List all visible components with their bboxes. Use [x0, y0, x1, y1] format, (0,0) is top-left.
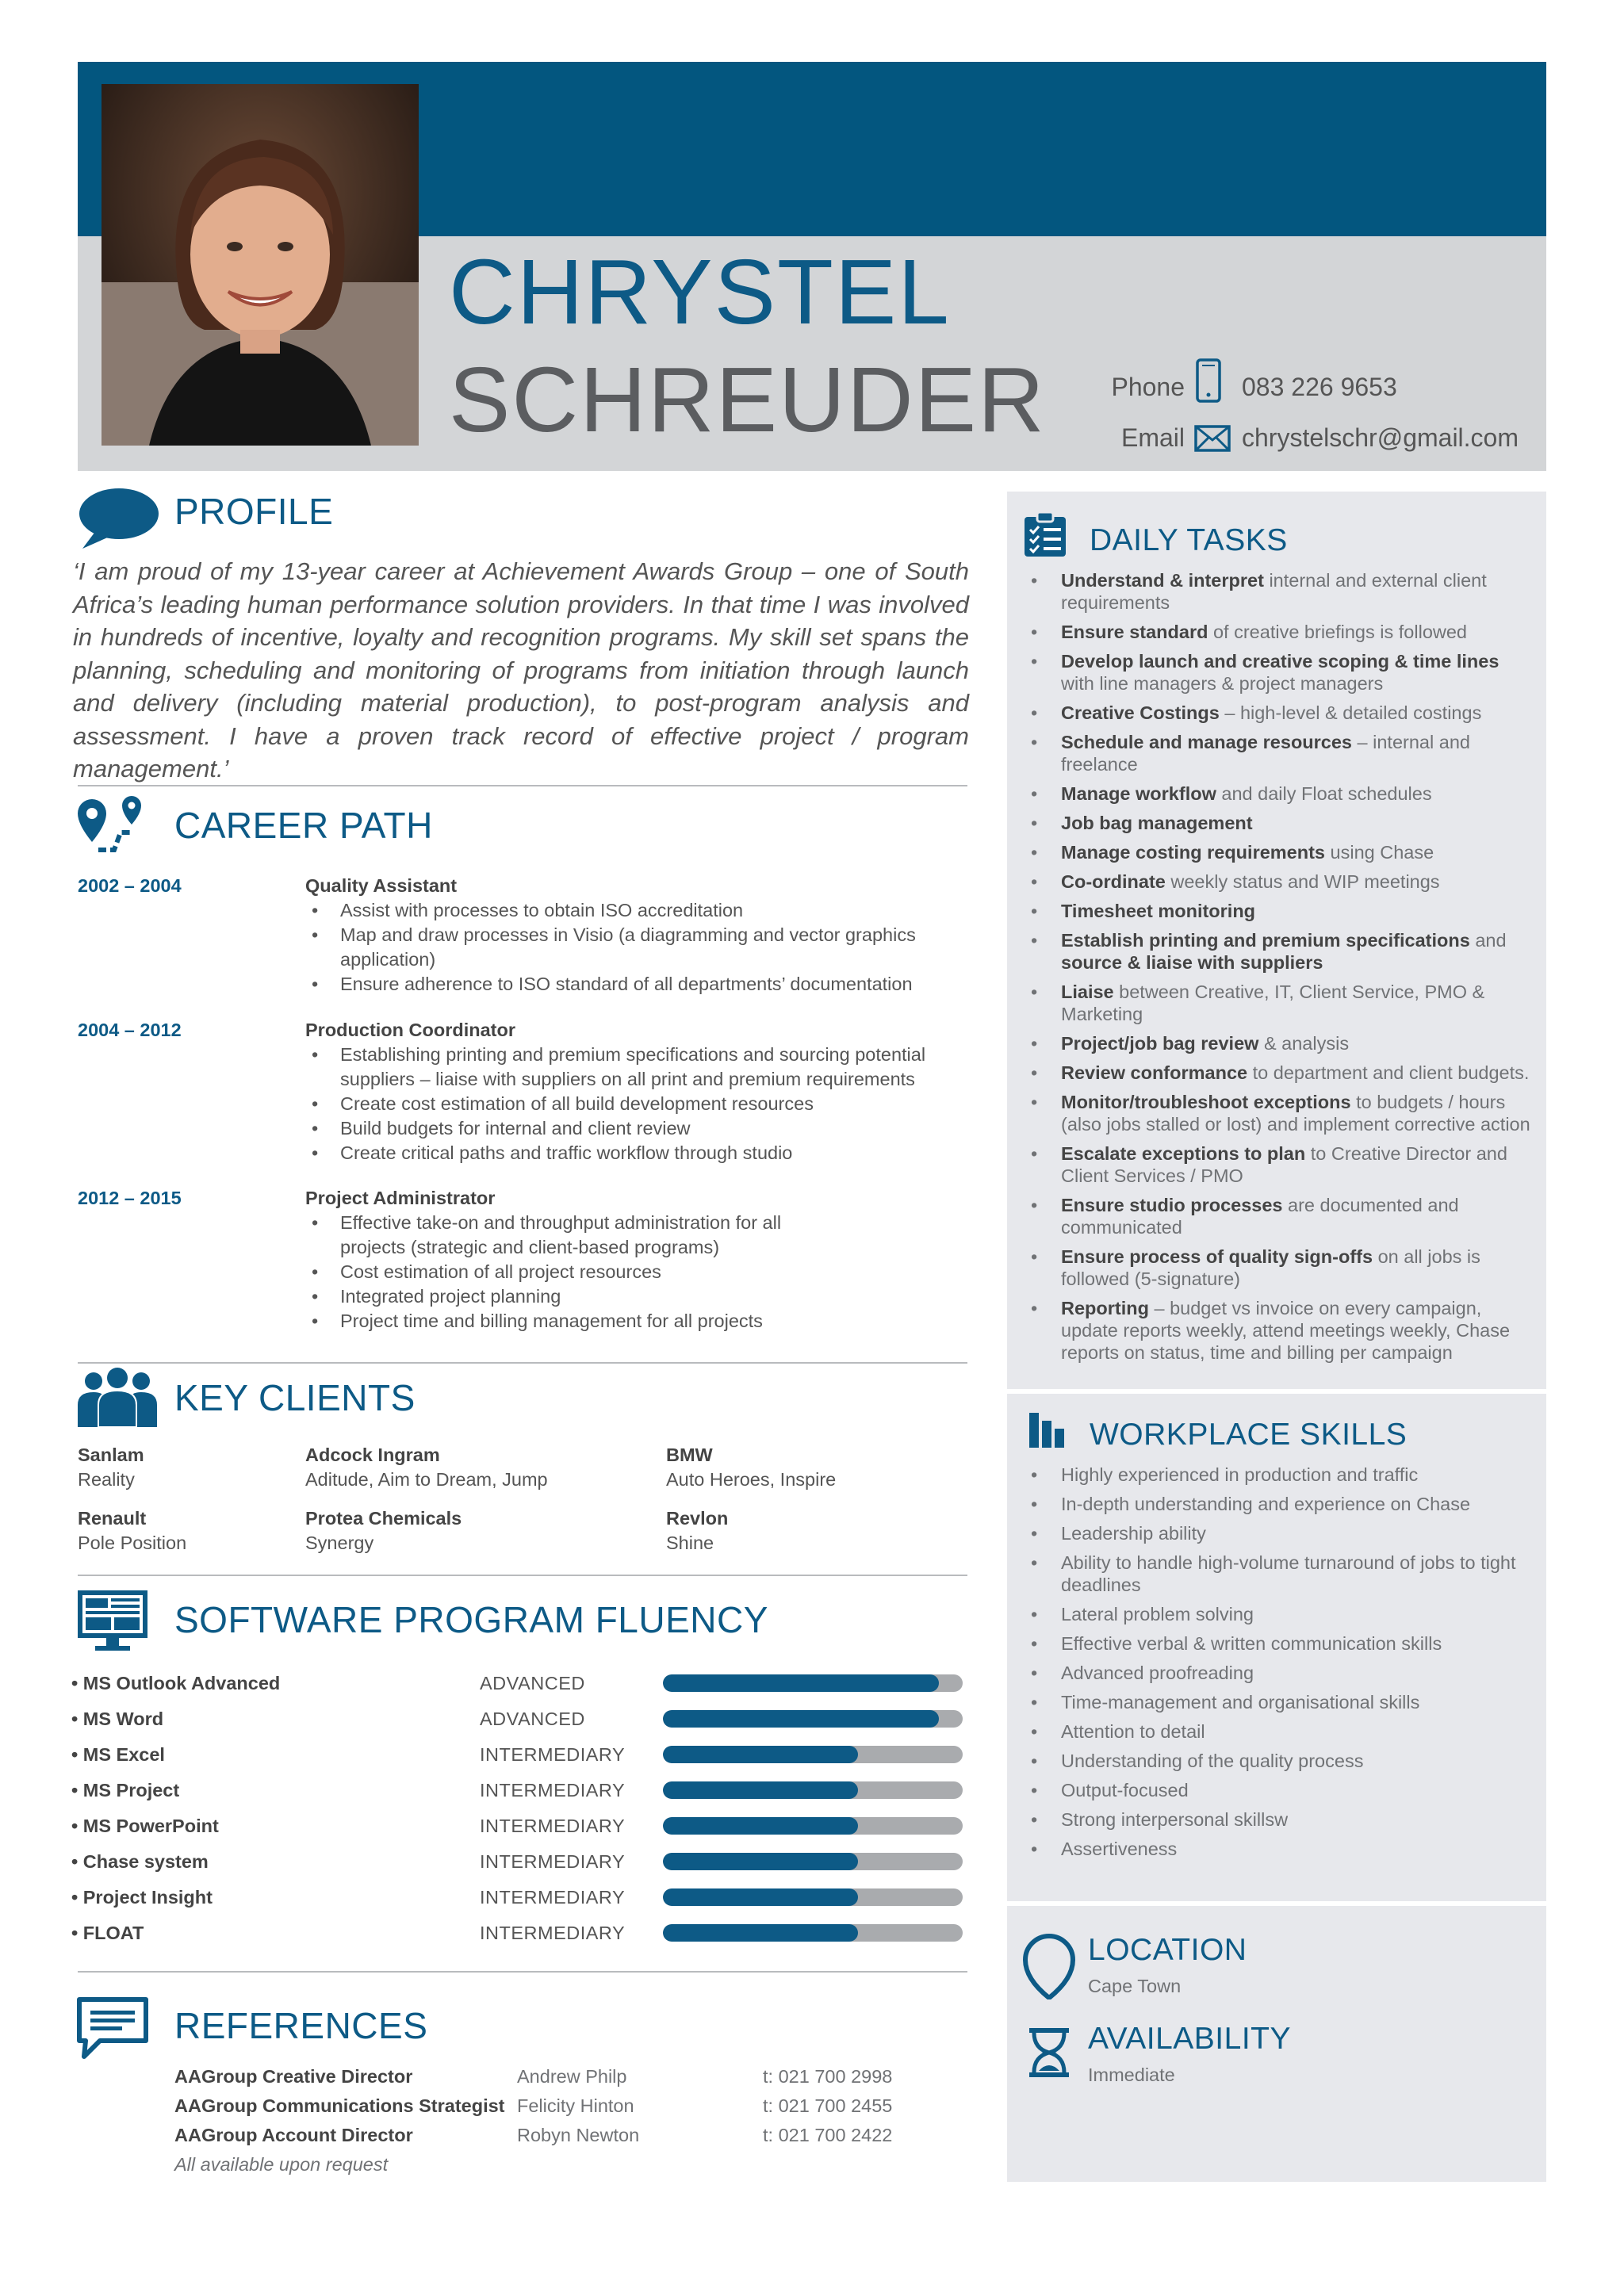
proficiency-bar: [663, 1888, 963, 1906]
skill-item: • Leadership ability: [1007, 1522, 1530, 1544]
reference-role: AAGroup Account Director: [174, 2125, 413, 2145]
client-name: BMW: [666, 1445, 713, 1465]
proficiency-level: INTERMEDIARY: [480, 1923, 626, 1943]
software-name: • MS Word: [71, 1709, 164, 1729]
client-item: [666, 1508, 728, 1554]
task-keyword: Reporting: [1061, 1298, 1149, 1318]
daily-task-item: [1007, 1062, 1530, 1084]
client-name: Revlon: [666, 1508, 729, 1529]
message-icon: [76, 1996, 149, 2064]
task-detail: weekly status and WIP meetings: [1165, 871, 1440, 892]
client-programs: Auto Heroes, Inspire: [666, 1469, 837, 1490]
job-title: Quality Assistant: [305, 875, 458, 896]
software-name: • MS Outlook Advanced: [71, 1673, 281, 1693]
career-entry: [78, 1188, 974, 1346]
daily-task-item: [1007, 1032, 1530, 1054]
daily-task-item: [1007, 621, 1530, 643]
daily-task-item: [1007, 1142, 1530, 1187]
task-keyword: source & liaise with suppliers: [1061, 952, 1323, 973]
client-item: [666, 1445, 836, 1490]
task-keyword: Liaise: [1061, 982, 1114, 1002]
career-title: CAREER PATH: [174, 805, 433, 846]
route-pin-icon: [76, 794, 147, 859]
checklist-icon: [1021, 511, 1069, 562]
software-row: [71, 1780, 967, 1816]
task-detail: to budgets / hours (also jobs stalled or lost) and implement corrective action: [1061, 1092, 1530, 1135]
daily-task-item: [1007, 783, 1530, 805]
skill-item: • Ability to handle high-volume turnaround of jobs to tight deadlines: [1007, 1552, 1530, 1596]
references-note: All available upon request: [174, 2154, 389, 2175]
software-name: • MS PowerPoint: [71, 1816, 219, 1836]
career-period: 2002 – 2004: [78, 875, 182, 896]
proficiency-bar: [663, 1817, 963, 1835]
people-group-icon: [76, 1367, 159, 1431]
first-name: CHRYSTEL: [449, 240, 951, 343]
reference-role: AAGroup Communications Strategist: [174, 2095, 505, 2116]
envelope-icon: [1194, 425, 1231, 456]
task-detail: to department and client budgets.: [1247, 1062, 1530, 1083]
client-item: [305, 1445, 548, 1490]
software-name: • MS Excel: [71, 1744, 165, 1765]
task-detail: & analysis: [1258, 1033, 1350, 1054]
daily-task-item: [1007, 1246, 1530, 1290]
daily-task-item: [1007, 702, 1530, 724]
career-period: 2012 – 2015: [78, 1188, 182, 1208]
proficiency-level: INTERMEDIARY: [480, 1887, 626, 1908]
task-keyword: Understand & interpret: [1061, 570, 1264, 591]
responsibility-item: • Assist with processes to obtain ISO accreditation: [312, 898, 987, 923]
email-value[interactable]: chrystelschr@gmail.com: [1242, 423, 1519, 452]
client-name: Protea Chemicals: [305, 1508, 462, 1529]
software-row: [71, 1851, 967, 1887]
phone-icon: [1196, 358, 1221, 407]
responsibility-item: • Effective take-on and throughput administration for all projects (strategic and client-based programs): [312, 1211, 797, 1260]
software-row: [71, 1709, 967, 1744]
phone-label: Phone: [1111, 373, 1185, 401]
daily-task-item: [1007, 900, 1530, 922]
software-row: [71, 1744, 967, 1780]
task-keyword: Ensure standard: [1061, 622, 1208, 642]
software-name: • MS Project: [71, 1780, 180, 1800]
divider: [78, 1362, 967, 1364]
availability-value: Immediate: [1088, 2064, 1175, 2085]
proficiency-level: ADVANCED: [480, 1709, 585, 1729]
task-detail: are documented and communicated: [1061, 1195, 1459, 1238]
daily-tasks-title: DAILY TASKS: [1090, 523, 1288, 557]
proficiency-bar-fill: [663, 1888, 858, 1906]
software-list: [71, 1673, 967, 1958]
responsibility-item: • Build budgets for internal and client review: [312, 1116, 1003, 1141]
proficiency-bar-fill: [663, 1781, 858, 1799]
proficiency-bar-fill: [663, 1817, 858, 1835]
software-name: • FLOAT: [71, 1923, 144, 1943]
responsibility-item: • Establishing printing and premium specifications and sourcing potential suppliers – liaise with suppliers on all print and premium requirements: [312, 1043, 1003, 1092]
daily-tasks-panel: [1007, 492, 1546, 1389]
proficiency-bar-fill: [663, 1746, 858, 1763]
client-item: [305, 1508, 462, 1554]
availability-title: AVAILABILITY: [1088, 2022, 1291, 2056]
proficiency-bar-fill: [663, 1674, 939, 1692]
task-detail: – high-level & detailed costings: [1219, 702, 1482, 723]
reference-phone[interactable]: t: 021 700 2422: [763, 2125, 893, 2145]
proficiency-level: INTERMEDIARY: [480, 1744, 626, 1765]
task-keyword: Job bag management: [1061, 813, 1253, 833]
task-detail: – internal and freelance: [1061, 732, 1470, 775]
reference-phone[interactable]: t: 021 700 2998: [763, 2066, 893, 2087]
last-name: SCHREUDER: [449, 348, 1046, 451]
phone-value[interactable]: 083 226 9653: [1242, 373, 1397, 401]
speech-bubble-icon: [78, 487, 160, 554]
profile-title: PROFILE: [174, 491, 334, 532]
reference-phone[interactable]: t: 021 700 2455: [763, 2095, 893, 2116]
skill-item: • Advanced proofreading: [1007, 1662, 1530, 1684]
client-name: Sanlam: [78, 1445, 144, 1465]
client-name: Renault: [78, 1508, 147, 1529]
skill-item: • Effective verbal & written communication skills: [1007, 1632, 1530, 1655]
task-keyword: Develop launch and creative scoping & time lines: [1061, 651, 1500, 672]
reference-name: Robyn Newton: [517, 2125, 640, 2145]
hourglass-icon: [1028, 2026, 1071, 2083]
proficiency-bar-fill: [663, 1853, 858, 1870]
task-keyword: Manage workflow: [1061, 783, 1216, 804]
responsibility-item: • Integrated project planning: [312, 1284, 797, 1309]
reference-name: Felicity Hinton: [517, 2095, 634, 2116]
software-row: [71, 1816, 967, 1851]
task-keyword: Project/job bag review: [1061, 1033, 1259, 1054]
workplace-skills-title: WORKPLACE SKILLS: [1090, 1418, 1408, 1452]
skill-item: • Time-management and organisational skills: [1007, 1691, 1530, 1713]
job-title: Project Administrator: [305, 1188, 496, 1208]
daily-task-item: [1007, 731, 1530, 775]
software-title: SOFTWARE PROGRAM FLUENCY: [174, 1599, 768, 1640]
client-programs: Shine: [666, 1533, 714, 1553]
task-detail: internal and external client requirements: [1061, 570, 1487, 613]
client-item: [78, 1508, 186, 1554]
proficiency-bar: [663, 1781, 963, 1799]
daily-task-item: [1007, 569, 1530, 614]
divider: [78, 785, 967, 786]
client-programs: Aditude, Aim to Dream, Jump: [305, 1469, 548, 1490]
responsibility-item: • Project time and billing management for all projects: [312, 1309, 797, 1334]
task-detail: with line managers & project managers: [1061, 673, 1384, 694]
proficiency-bar-fill: [663, 1924, 858, 1942]
responsibility-item: • Create critical paths and traffic workflow through studio: [312, 1141, 1003, 1165]
skill-item: • In-depth understanding and experience on Chase: [1007, 1493, 1530, 1515]
career-period: 2004 – 2012: [78, 1020, 182, 1040]
task-detail: using Chase: [1325, 842, 1434, 863]
daily-task-item: [1007, 929, 1530, 974]
bar-chart-icon: [1029, 1408, 1071, 1452]
task-detail: between Creative, IT, Client Service, PMO & Marketing: [1061, 982, 1485, 1024]
location-value: Cape Town: [1088, 1976, 1182, 1996]
software-name: • Project Insight: [71, 1887, 213, 1908]
responsibility-item: • Create cost estimation of all build development resources: [312, 1092, 1003, 1116]
proficiency-bar: [663, 1746, 963, 1763]
daily-task-item: [1007, 1194, 1530, 1238]
proficiency-level: ADVANCED: [480, 1673, 585, 1693]
proficiency-bar: [663, 1710, 963, 1728]
software-name: • Chase system: [71, 1851, 209, 1872]
responsibility-item: • Cost estimation of all project resources: [312, 1260, 797, 1284]
proficiency-bar: [663, 1853, 963, 1870]
daily-task-item: [1007, 812, 1530, 834]
proficiency-level: INTERMEDIARY: [480, 1851, 626, 1872]
workplace-skills-panel: [1007, 1394, 1546, 1901]
task-keyword: Creative Costings: [1061, 702, 1220, 723]
reference-role: AAGroup Creative Director: [174, 2066, 413, 2087]
client-item: [78, 1445, 144, 1490]
skill-item: • Highly experienced in production and traffic: [1007, 1464, 1530, 1486]
software-row: [71, 1887, 967, 1923]
skill-item: • Understanding of the quality process: [1007, 1750, 1530, 1772]
client-programs: Reality: [78, 1469, 135, 1490]
task-keyword: Establish printing and premium specifications: [1061, 930, 1470, 951]
reference-name: Andrew Philp: [517, 2066, 627, 2087]
skill-item: • Lateral problem solving: [1007, 1603, 1530, 1625]
profile-photo: [102, 84, 419, 446]
task-detail: to Creative Director and Client Services / PMO: [1061, 1143, 1507, 1186]
task-keyword: Escalate exceptions to plan: [1061, 1143, 1306, 1164]
client-name: Adcock Ingram: [305, 1445, 440, 1465]
email-label: Email: [1120, 423, 1185, 452]
references-title: REFERENCES: [174, 2005, 428, 2046]
task-keyword: Schedule and manage resources: [1061, 732, 1353, 752]
career-list: [78, 875, 974, 1346]
responsibility-item: • Ensure adherence to ISO standard of all departments’ documentation: [312, 972, 987, 997]
daily-task-item: [1007, 981, 1530, 1025]
task-detail: of creative briefings is followed: [1208, 622, 1467, 642]
task-detail: – budget vs invoice on every campaign, update reports weekly, attend meetings weekly, Chase reports on status, time and billing per campaign: [1061, 1298, 1511, 1363]
task-keyword: Monitor/troubleshoot exceptions: [1061, 1092, 1351, 1112]
skill-item: • Strong interpersonal skillsw: [1007, 1808, 1530, 1831]
proficiency-level: INTERMEDIARY: [480, 1780, 626, 1800]
client-programs: Synergy: [305, 1533, 374, 1553]
skill-item: • Output-focused: [1007, 1779, 1530, 1801]
task-keyword: Co-ordinate: [1061, 871, 1166, 892]
task-keyword: Review conformance: [1061, 1062, 1248, 1083]
proficiency-bar-fill: [663, 1710, 939, 1728]
skill-item: • Assertiveness: [1007, 1838, 1530, 1860]
divider: [78, 1971, 967, 1973]
job-title: Production Coordinator: [305, 1020, 516, 1040]
daily-tasks-list: [1007, 569, 1530, 1371]
profile-text: ‘I am proud of my 13-year career at Achievement Awards Group – one of South Africa’s leading human performance solution providers. In that time I was involved in hundreds of incentive, loyalty and recognition programs. My skill set spans the planning, scheduling and monitoring of programs from initiation through launch and delivery (including material production), to post-program analysis and assessment. I have a proven track record of effective project / program management.’: [73, 557, 969, 783]
proficiency-level: INTERMEDIARY: [480, 1816, 626, 1836]
software-row: [71, 1673, 967, 1709]
daily-task-item: [1007, 1297, 1530, 1364]
task-keyword: Ensure process of quality sign-offs: [1061, 1246, 1373, 1267]
divider: [78, 1575, 967, 1576]
monitor-icon: [76, 1589, 149, 1656]
responsibility-item: • Map and draw processes in Visio (a diagramming and vector graphics application): [312, 923, 987, 972]
location-availability-panel: [1007, 1906, 1546, 2182]
daily-task-item: [1007, 1091, 1530, 1135]
task-detail: and: [1469, 930, 1507, 951]
clients-title: KEY CLIENTS: [174, 1377, 416, 1418]
career-entry: [78, 1020, 974, 1188]
workplace-skills-list: [1007, 1464, 1530, 1867]
location-pin-icon: [1021, 1933, 1077, 2003]
daily-task-item: [1007, 841, 1530, 863]
task-keyword: Manage costing requirements: [1061, 842, 1325, 863]
career-entry: [78, 875, 974, 1020]
location-title: LOCATION: [1088, 1933, 1247, 1967]
task-detail: on all jobs is followed (5-signature): [1061, 1246, 1480, 1289]
proficiency-bar: [663, 1924, 963, 1942]
skill-item: • Attention to detail: [1007, 1720, 1530, 1743]
task-keyword: Timesheet monitoring: [1061, 901, 1256, 921]
daily-task-item: [1007, 871, 1530, 893]
task-keyword: Ensure studio processes: [1061, 1195, 1283, 1215]
task-detail: and daily Float schedules: [1216, 783, 1432, 804]
proficiency-bar: [663, 1674, 963, 1692]
software-row: [71, 1923, 967, 1958]
daily-task-item: [1007, 650, 1530, 695]
client-programs: Pole Position: [78, 1533, 187, 1553]
